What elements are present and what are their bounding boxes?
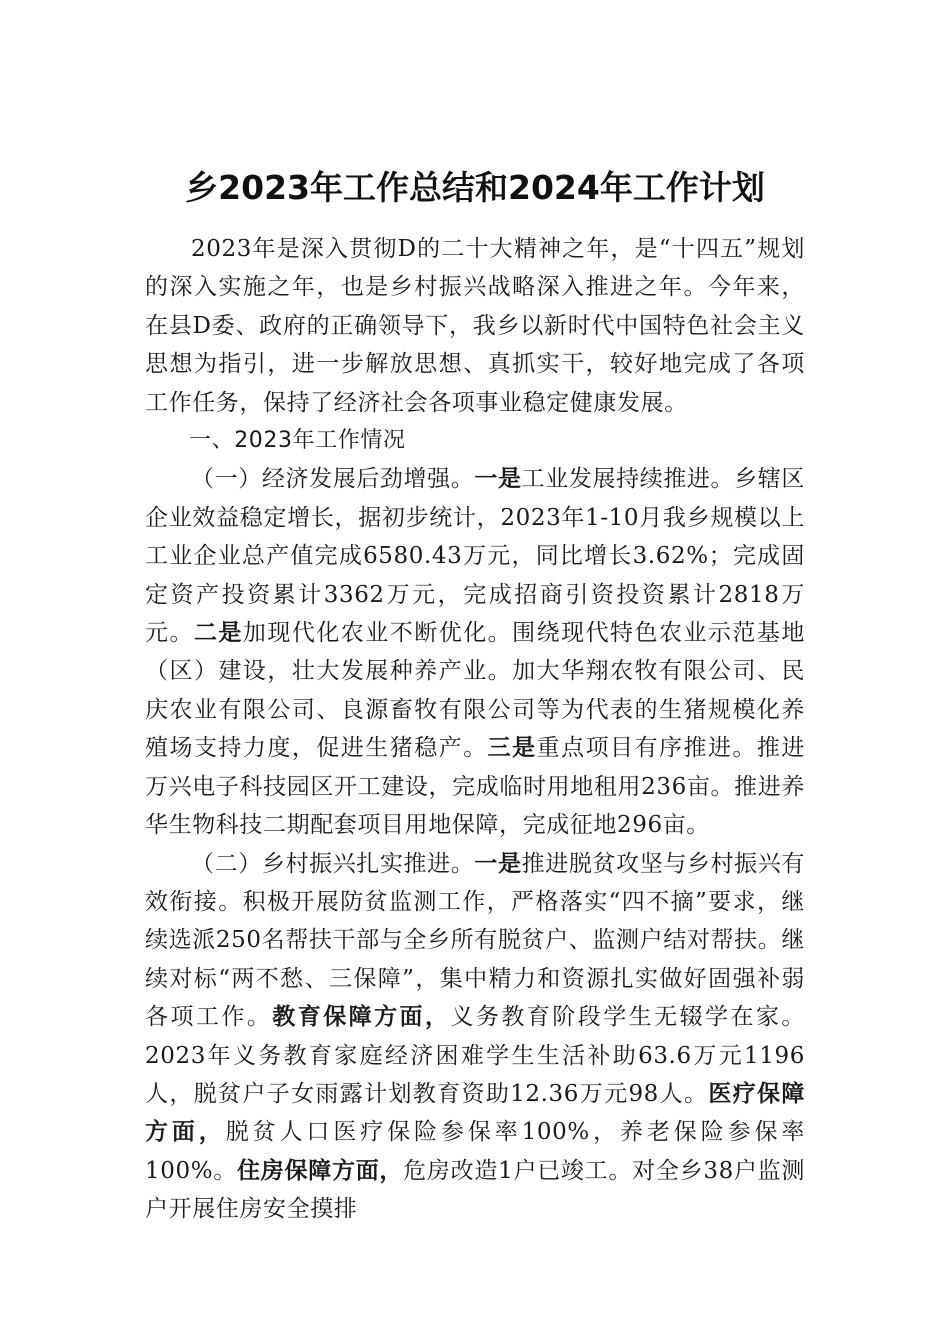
rural-subheading: （二）乡村振兴扎实推进。: [191, 850, 475, 877]
point-three-text: 重点项目有序推进。推进万兴电子科技园区开工建设，完成临时用地租用236亩。推进养华生物科技二期配套项目用地保障，完成征地296亩。: [145, 735, 805, 839]
rural-paragraph: [145, 845, 805, 1229]
housing-text: 危房改造1户已竣工。对全乡38户监测户开展住房安全摸排: [145, 1157, 806, 1223]
economy-subheading: （一）经济发展后劲增强。: [191, 466, 475, 493]
education-label: 教育保障方面，: [272, 1004, 451, 1031]
education-text: 义务教育阶段学生无辍学在家。2023年义务教育家庭经济困难学生生活补助63.6万元1196人，脱贫户子女雨露计划教育资助12.36万元98人。: [145, 1004, 806, 1107]
document-title: 乡2023年工作总结和2024年工作计划: [185, 168, 765, 207]
housing-label: 住房保障方面，: [237, 1157, 404, 1184]
point-one-label: 一是: [474, 466, 522, 493]
medical-text: 脱贫人口医疗保险参保率100%，养老保险参保率100%。: [145, 1119, 805, 1184]
point-two-text: 加现代化农业不断优化。围绕现代特色农业示范基地（区）建设，壮大发展种养产业。加大华翔农牧有限公司、民庆农业有限公司、良源畜牧有限公司等为代表的生猪规模化养殖场支持力度，促进生猪稳产。: [145, 620, 805, 762]
document-body: [145, 230, 805, 1229]
section-heading: 一、2023年工作情况: [189, 428, 406, 454]
rural-point-one-label: 一是: [474, 850, 522, 877]
intro-paragraph: 2023年是深入贯彻D的二十大精神之年，是“十四五”规划的深入实施之年，也是乡村振兴战略深入推进之年。今年来，在县D委、政府的正确领导下，我乡以新时代中国特色社会主义思想为指引，进一步解放思想、真抓实干，较好地完成了各项工作任务，保持了经济社会各项事业稳定健康发展。: [145, 236, 805, 416]
point-three-label: 三是: [487, 735, 537, 762]
point-one-text: 工业发展持续推进。乡辖区企业效益稳定增长，据初步统计，2023年1-10月我乡规模以上工业企业总产值完成6580.43万元，同比增长3.62%；完成固定资产投资累计3362万元，完成招商引资投资累计2818万元。: [145, 466, 805, 647]
medical-label: 医疗保障方面，: [145, 1080, 805, 1146]
point-two-label: 二是: [193, 620, 243, 647]
rural-point-one-text: 推进脱贫攻坚与乡村振兴有效衔接。积极开展防贫监测工作，严格落实“四不摘”要求，继续选派250名帮扶干部与全乡所有脱贫户、监测户结对帮扶。继续对标“两不愁、三保障”，集中精力和资源扎实做好固强补弱各项工作。: [145, 850, 805, 1031]
economy-paragraph: [145, 460, 805, 844]
